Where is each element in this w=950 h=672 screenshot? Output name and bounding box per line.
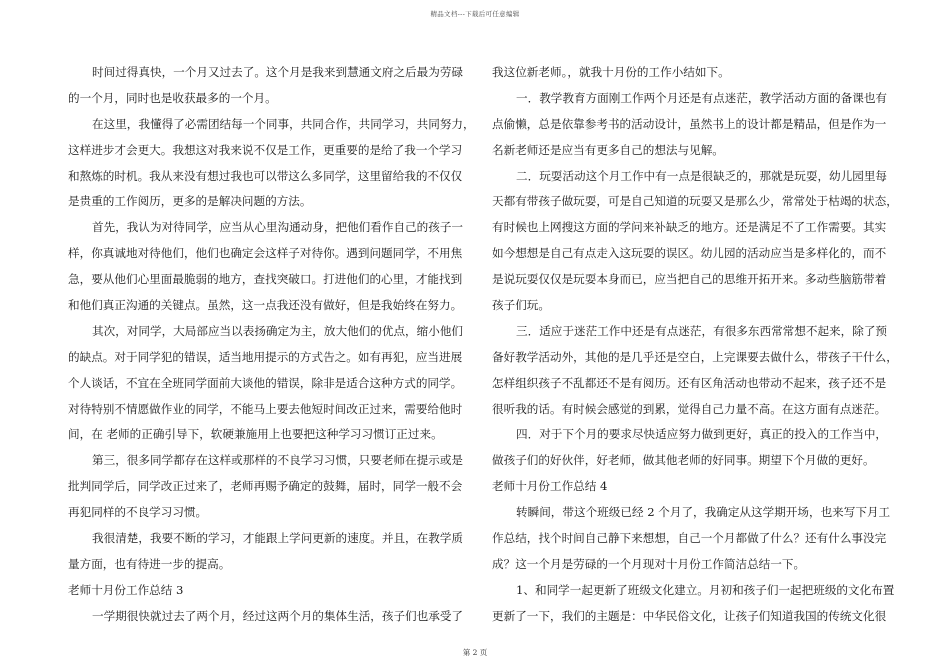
- text-line: 这样进步才会更大。我想这对我来说不仅是工作，更重要的是给了我一个学习: [68, 142, 463, 157]
- text-line: 怎样组织孩子不乱都还不是有阅历。还有区角活动也带动不起来，孩子还不是: [492, 375, 887, 390]
- text-line: 时间过得真快，一个月又过去了。这个月是我来到慧通文府之后最为劳碌: [92, 65, 464, 79]
- text-line: 一学期很快就过去了两个月，经过这两个月的集体生活，孩子们也承受了: [92, 608, 464, 623]
- text-line: 其次，对同学，大局部应当以表扬确定为主，放大他们的优点，缩小他们: [92, 323, 464, 338]
- text-line: 是贵重的工作阅历，更多的是解决问题的方法。: [68, 194, 312, 209]
- text-line: 更新了一下，我们的主题是：中华民俗文化，让孩子们知道我国的传统文化很: [492, 608, 887, 623]
- text-line: 急，要从他们心里面最脆弱的地方，查找突破口。打进他们的心里，才能找到: [68, 272, 463, 287]
- text-line: 成？这一个月是劳碌的一个月现对十月份工作简洁总结一下。: [492, 556, 806, 571]
- text-line: 有时候也上网搜这方面的学问来补缺乏的地方。还是满足不了工作需要。其实: [492, 220, 887, 235]
- text-line: 个人谈话，不宜在全班同学面前大谈他的错误，除非是适合这种方式的同学。: [68, 375, 463, 390]
- text-line: 对待特别不情愿做作业的同学，不能马上要去他短时间改正过来，需要给他时: [68, 401, 463, 416]
- text-line: 作总结，找个时间自己静下来想想，自己一个月都做了什么？还有什么事没完: [492, 531, 887, 546]
- text-line: 再犯同样的不良学习习惯。: [68, 505, 208, 520]
- text-line: 的一个月，同时也是收获最多的一个月。: [68, 90, 277, 105]
- page-header: 精品文档---下载后可任意编辑: [430, 10, 520, 18]
- text-line: 老师十月份工作总结 3: [68, 582, 184, 597]
- text-line: 是说玩耍仅仅是玩耍本身而已，应当把自己的思维开拓开来。多动些脑筋带着: [492, 272, 887, 287]
- text-line: 样，你真诚地对待他们，他们也确定会这样子对待你。遇到问题同学，不用焦: [68, 246, 463, 261]
- text-line: 如今想想是自己有点走入这玩耍的误区。幼儿园的活动应当是多样化的，而不: [492, 246, 887, 261]
- text-line: 我很清楚，我要不断的学习，才能跟上学问更新的速度。并且，在教学质: [92, 531, 464, 546]
- left-column: [68, 60, 475, 630]
- text-line: 老师十月份工作总结 4: [492, 479, 608, 494]
- text-line: 第三，很多同学都存在这样或那样的不良学习习惯，只要老师在提示或是: [92, 453, 464, 468]
- text-line: 四．对于下个月的要求尽快适应努力做到更好，真正的投入的工作当中，: [516, 427, 888, 442]
- right-column: [492, 60, 898, 630]
- text-line: 天都有带孩子做玩耍，可是自己知道的玩耍又是那么少，常常处于枯竭的状态，: [492, 194, 898, 209]
- text-line: 量方面，也有待进一步的提高。: [68, 556, 231, 571]
- text-line: 备好教学活动外，其他的是几乎还是空白，上完课要去做什么，带孩子干什么，: [492, 349, 898, 364]
- text-line: 和他们真正沟通的关键点。虽然，这一点我还没有做好，但是我始终在努力。: [68, 298, 463, 313]
- text-line: 1、和同学一起更新了班级文化建立。月初和孩子们一起把班级的文化布置: [516, 582, 895, 597]
- text-line: 点偷懒，总是依靠参考书的活动设计，虽然书上的设计都是精品，但是作为一: [492, 116, 887, 131]
- text-line: 我这位新老师。，就我十月份的工作小结如下。: [492, 65, 730, 79]
- text-line: 三．适应于迷茫工作中还是有点迷茫，有很多东西常常想不起来，除了预: [516, 323, 888, 338]
- text-line: 的缺点。对于同学犯的错误，适当地用提示的方式告之。如有再犯，应当进展: [68, 349, 463, 364]
- text-line: 名新老师还是应当有更多自己的想法与见解。: [492, 142, 724, 157]
- text-line: 和熬炼的时机。我从来没有想过我也可以带这么多同学，这里留给我的不仅仅: [68, 168, 463, 183]
- text-line: 二．玩耍活动这个月工作中有一点是很缺乏的，那就是玩耍，幼儿园里每: [516, 168, 888, 183]
- text-line: 批判同学后，同学改正过来了，老师再赐予确定的鼓舞，届时，同学一般不会: [68, 479, 463, 494]
- text-line: 做孩子们的好伙伴，好老师，做其他老师的好同事。期望下个月做的更好。: [492, 453, 875, 468]
- text-line: 间，在 老师的正确引导下，软硬兼施用上也要把这种学习习惯订正过来。: [68, 427, 443, 442]
- text-line: 转瞬间，带这个班级已经 2 个月了，我确定从这学期开场，也来写下月工: [516, 505, 891, 520]
- text-line: 孩子们玩。: [492, 298, 550, 313]
- text-line: 一．教学教育方面刚工作两个月还是有点迷茫，教学活动方面的备课也有: [516, 90, 888, 105]
- page-number: 第 2 页: [462, 648, 488, 657]
- text-line: 在这里，我懂得了必需团结每一个同事，共同合作，共同学习，共同努力，: [92, 116, 475, 131]
- text-line: 首先，我认为对待同学，应当从心里沟通动身，把他们看作自己的孩子一: [92, 220, 464, 235]
- text-line: 很听我的话。有时候会感觉的到累，觉得自己力量不高。在这方面有点迷茫。: [492, 401, 887, 416]
